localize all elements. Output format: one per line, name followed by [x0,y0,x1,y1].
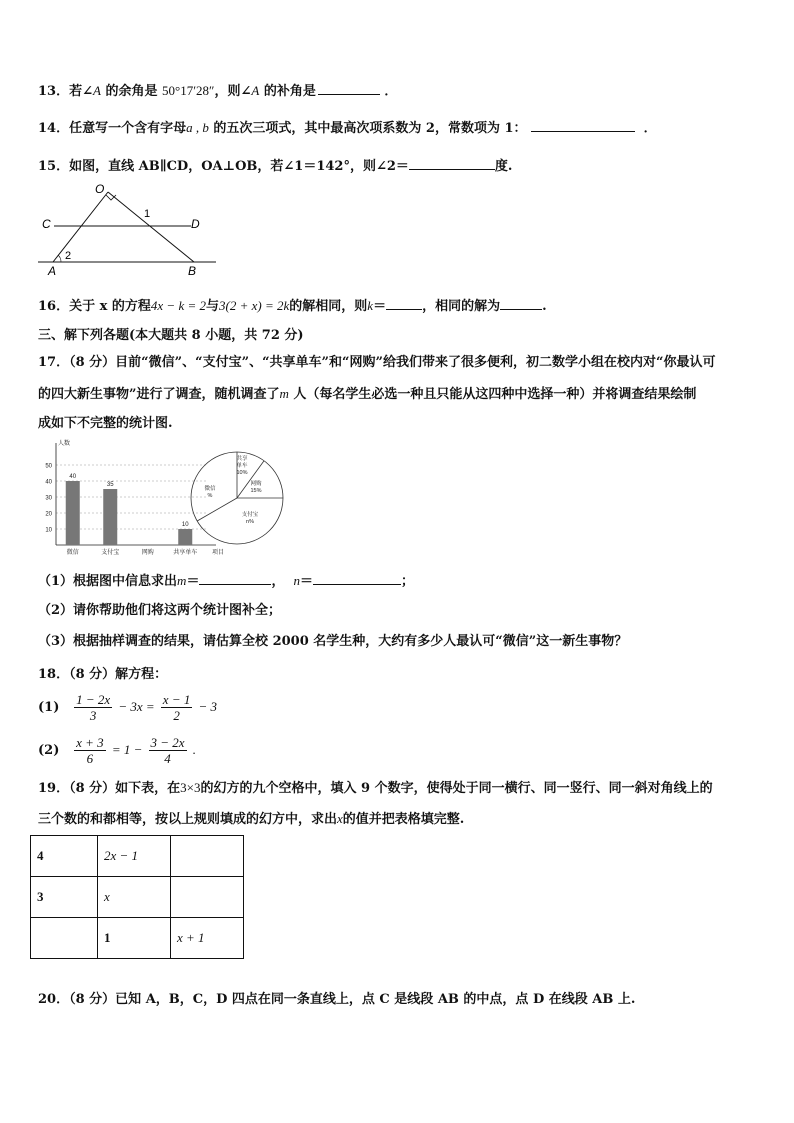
answer-blank-n[interactable] [313,570,401,585]
q15-unit: 度. [494,159,513,174]
q17-n: n [293,573,301,588]
denominator: 2 [173,708,180,723]
question-15 [38,155,512,177]
answer-blank[interactable] [318,80,380,95]
q17-text: ＝ [300,574,314,589]
answer-blank[interactable] [500,295,542,310]
x-tick-label: 微信 [66,550,79,556]
numerator: 3 − 2x [150,735,185,750]
q18-part-1: (1) [38,700,60,715]
denominator: 3 [89,708,97,723]
q17-text: 的四大新生事物”进行了调查，随机调查了 [38,387,280,402]
q16-text: 关于 x 的方程 [69,299,151,314]
table-cell[interactable]: 1 [98,918,171,959]
q18-heading: 18．（8 分）解方程： [38,667,168,682]
x-tick-label: 共享单车 [173,550,198,556]
q18-equation-2 [38,733,196,768]
table-cell[interactable]: x [98,877,171,918]
q16-end: . [542,299,547,314]
q17-sub-1 [38,570,414,592]
y-tick-label: 40 [45,479,52,486]
slice-label: 共享 [236,456,248,462]
data-label: 10 [181,522,189,528]
q17-text: ； [401,574,415,589]
y-tick-label: 20 [45,511,52,518]
q15-number: 15． [38,159,70,174]
fraction [149,735,187,766]
table-cell[interactable]: x + 1 [171,918,244,959]
q19-x: x [337,811,343,826]
q14-end: ． [643,121,657,136]
denominator: 4 [164,751,171,766]
q15-text: 如图，直线 AB∥CD，OA⊥OB，若∠1＝142°，则∠2＝ [69,159,409,174]
table-row [31,877,244,918]
q19-text: 的值并把表格填完整. [342,812,465,827]
q19-line-2 [38,809,464,830]
q17-sub-3: （3）根据抽样调查的结果，请估算全校 2000 名学生种，大约有多少人最认可“微信”这一新生事物？ [38,634,628,649]
magic-square-table [30,835,244,959]
q18-e1-end: − 3 [198,699,218,714]
question-14 [38,117,657,139]
table-cell[interactable]: 2x − 1 [98,836,171,877]
q17-text: （1）根据图中信息求出 [38,574,178,589]
q13-var: A [251,83,260,98]
q19-text: 19．（8 分）如下表，在 [38,781,181,796]
label-angle-1: 1 [144,208,151,220]
slice-label: 微信 [204,486,216,492]
slice-label: n% [246,519,254,525]
label-a: A [48,264,57,278]
slice-label: % [207,493,213,499]
q13-text: 的余角是 [100,84,163,99]
q19-size: 3×3 [180,780,201,795]
question-16 [38,295,547,317]
answer-blank[interactable] [531,117,635,132]
q16-k: k [367,298,374,313]
q19-text: 的幻方的九个空格中，填入 9 个数字，使得处于同一横行、同一竖行、同一斜对角线上的 [200,781,713,796]
q18-part-2: (2) [38,743,60,758]
q17-text: ， [271,574,285,589]
denominator: 6 [86,751,94,766]
label-o: O [95,182,105,196]
table-cell[interactable] [171,877,244,918]
q17-line-2 [38,384,696,405]
q16-text: ＝ [373,299,387,314]
segment-oa [53,192,108,262]
q16-text: ，相同的解为 [422,299,501,314]
q18-e1-mid: − 3x = [118,699,155,714]
slice-label: 支付宝 [241,512,259,518]
q17-text: ＝ [186,574,200,589]
fraction [161,692,193,723]
q17-line-3: 成如下不完整的统计图. [38,416,173,431]
q13-number: 13． [38,84,70,99]
x-tick-label: 网购 [141,550,154,556]
y-tick-label: 50 [45,463,52,470]
q18-e2-mid: = 1 − [111,742,143,757]
q19-line-1 [38,778,713,799]
q17-sub-2: （2）请你帮助他们将这两个统计图补全； [38,603,282,618]
q19-text: 三个数的和都相等，按以上规则填成的幻方中，求出 [38,812,338,827]
slice-label: 15% [250,488,262,494]
q16-eq1: 4x − k = 2 [150,298,206,313]
q13-text: ，则∠ [214,84,252,99]
slice-label: 10% [236,470,248,476]
q17-text: 人（每名学生必选一种且只能从这四种中选择一种）并将调查结果绘制 [288,387,697,402]
q17-m: m [177,573,187,588]
fraction [74,735,106,766]
answer-blank-m[interactable] [199,570,271,585]
q13-text: 的补角是 [259,84,316,99]
x-tick-label: 支付宝 [101,550,120,556]
fraction [74,692,112,723]
table-cell[interactable] [31,918,98,959]
angle-2-arc [58,255,61,262]
x-axis-label: 项目 [212,550,225,556]
y-tick-label: 30 [45,495,52,502]
label-c: C [42,217,51,231]
table-row [31,836,244,877]
pie-chart [190,450,290,550]
answer-blank[interactable] [386,295,422,310]
q13-end: ． [384,84,398,99]
table-cell[interactable] [171,836,244,877]
q16-eq2: 3(2 + x) = 2k [219,298,290,313]
y-tick-label: 10 [45,527,52,534]
segment-ob [108,192,194,262]
q17-m: m [279,386,289,401]
q13-var: A [93,83,101,98]
label-d: D [191,217,200,231]
question-20: 20．（8 分）已知 A，B，C，D 四点在同一条直线上，点 C 是线段 AB 的中点，点 D 在线段 AB 上. [38,992,636,1007]
slice-label: 单车 [236,463,248,469]
geometry-figure-15 [36,180,236,280]
data-label: 35 [106,482,114,488]
question-13 [38,80,397,102]
label-b: B [188,264,197,278]
slice-boundary [197,498,237,521]
data-label: 40 [69,474,77,480]
q17-line-1: 17．（8 分）目前“微信”、“支付宝”、“共享单车”和“网购”给我们带来了很多便利，初二数学小组在校内对“你最认可 [38,355,716,370]
q14-number: 14． [38,121,70,136]
table-row [31,918,244,959]
numerator: x + 3 [76,735,104,750]
q14-text: 任意写一个含有字母 [69,121,187,136]
q18-equation-1 [38,690,217,725]
section-3-heading: 三、解下列各题(本大题共 8 小题，共 72 分) [38,328,304,343]
table-cell[interactable]: 4 [31,836,98,877]
numerator: x − 1 [162,692,191,707]
q13-text: 若∠ [69,84,93,99]
q14-text: 的五次三项式，其中最高次项系数为 2，常数项为 1： [208,121,527,136]
table-cell[interactable]: 3 [31,877,98,918]
q16-number: 16． [38,299,70,314]
answer-blank[interactable] [409,155,495,170]
bar [66,481,80,545]
q14-vars: a , b [186,120,209,135]
q13-angle: 50°17′28″ [162,83,215,98]
q18-e2-end: . [192,742,196,757]
q16-text: 与 [206,299,220,314]
label-angle-2: 2 [65,250,72,262]
slice-label: 网购 [250,481,262,487]
numerator: 1 − 2x [76,692,111,707]
y-axis-label: 人数 [58,441,71,447]
bar [103,489,117,545]
q16-text: 的解相同，则 [289,299,368,314]
